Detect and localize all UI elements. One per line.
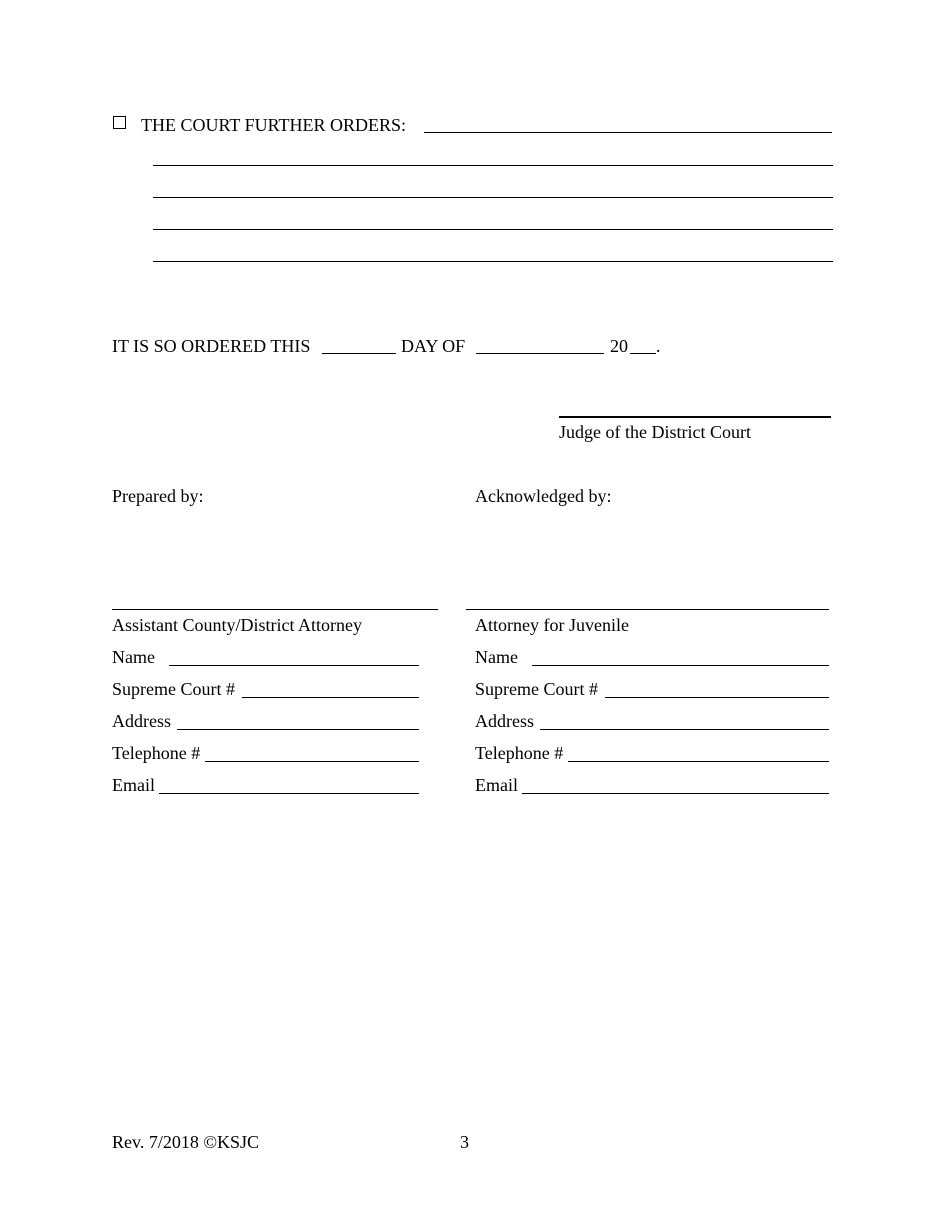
prepared-address-field[interactable]	[177, 729, 419, 730]
prepared-name-field[interactable]	[169, 665, 419, 666]
so-ordered-period: .	[656, 336, 661, 356]
prepared-email-row	[112, 775, 420, 797]
acknowledged-name-row	[475, 647, 830, 669]
acknowledged-telephone-field[interactable]	[568, 761, 829, 762]
further-orders-field-line-4[interactable]	[153, 229, 833, 230]
prepared-role: Assistant County/District Attorney	[112, 615, 362, 635]
so-ordered-day-of: DAY OF	[401, 336, 466, 356]
acknowledged-by-heading: Acknowledged by:	[475, 486, 612, 506]
prepared-name-row	[112, 647, 420, 669]
acknowledged-address-row	[475, 711, 830, 733]
further-orders-field-line-5[interactable]	[153, 261, 833, 262]
acknowledged-telephone-row	[475, 743, 830, 765]
footer-revision: Rev. 7/2018 ©KSJC	[112, 1132, 260, 1152]
prepared-name-label: Name	[112, 647, 155, 667]
acknowledged-email-row	[475, 775, 830, 797]
prepared-address-row	[112, 711, 420, 733]
so-ordered-day-field[interactable]	[322, 353, 396, 354]
further-orders-field-line-3[interactable]	[153, 197, 833, 198]
so-ordered-year-field[interactable]	[630, 353, 656, 354]
so-ordered-year-prefix: 20	[610, 336, 628, 356]
prepared-telephone-field[interactable]	[205, 761, 419, 762]
further-orders-field-line-1[interactable]	[424, 132, 832, 133]
prepared-by-heading: Prepared by:	[112, 486, 204, 506]
acknowledged-name-label: Name	[475, 647, 518, 667]
prepared-supreme-label: Supreme Court #	[112, 679, 235, 699]
judge-signature-line[interactable]	[559, 416, 831, 418]
prepared-email-field[interactable]	[159, 793, 419, 794]
judge-caption: Judge of the District Court	[559, 422, 751, 442]
further-orders-checkbox[interactable]	[113, 116, 126, 129]
further-orders-field-line-2[interactable]	[153, 165, 833, 166]
prepared-telephone-label: Telephone #	[112, 743, 201, 763]
so-ordered-prefix: IT IS SO ORDERED THIS	[112, 336, 311, 356]
acknowledged-address-label: Address	[475, 711, 534, 731]
prepared-telephone-row	[112, 743, 420, 765]
prepared-address-label: Address	[112, 711, 171, 731]
acknowledged-supreme-row	[475, 679, 830, 701]
acknowledged-supreme-label: Supreme Court #	[475, 679, 598, 699]
prepared-email-label: Email	[112, 775, 155, 795]
so-ordered-month-field[interactable]	[476, 353, 604, 354]
prepared-supreme-field[interactable]	[242, 697, 419, 698]
acknowledged-supreme-field[interactable]	[605, 697, 829, 698]
further-orders-label: THE COURT FURTHER ORDERS:	[141, 115, 407, 135]
acknowledged-email-field[interactable]	[522, 793, 829, 794]
acknowledged-role: Attorney for Juvenile	[475, 615, 629, 635]
footer-page-number: 3	[460, 1132, 469, 1152]
acknowledged-name-field[interactable]	[532, 665, 829, 666]
prepared-supreme-row	[112, 679, 420, 701]
prepared-signature-line[interactable]	[112, 609, 438, 610]
acknowledged-address-field[interactable]	[540, 729, 829, 730]
acknowledged-email-label: Email	[475, 775, 518, 795]
acknowledged-signature-line[interactable]	[466, 609, 829, 610]
acknowledged-telephone-label: Telephone #	[475, 743, 564, 763]
